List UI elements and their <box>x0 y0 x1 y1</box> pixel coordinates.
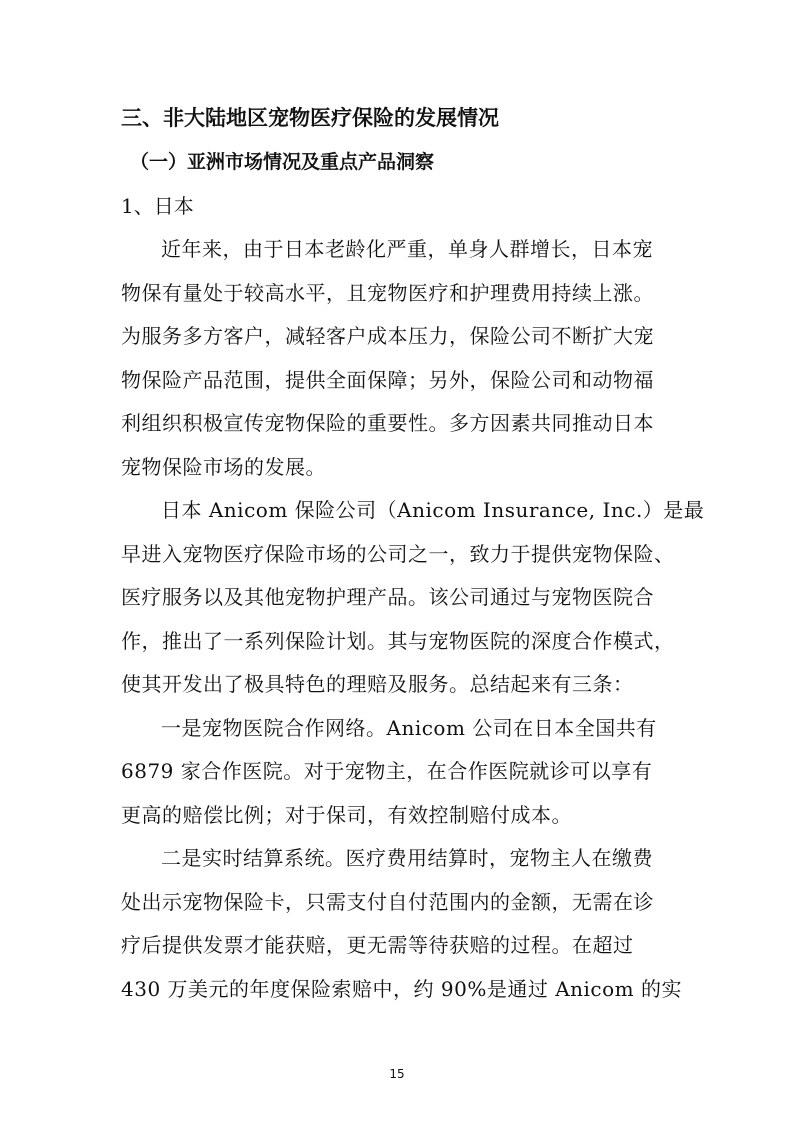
paragraph-2-line: 早进入宠物医疗保险市场的公司之一，致力于提供宠物保险、 <box>121 542 675 566</box>
paragraph-4-line: 二是实时结算系统。医疗费用结算时，宠物主人在缴费 <box>161 846 653 870</box>
paragraph-3-line: 更高的赔偿比例；对于保司，有效控制赔付成本。 <box>121 803 572 827</box>
paragraph-2-line: 作，推出了一系列保险计划。其与宠物医院的深度合作模式， <box>121 629 675 653</box>
paragraph-1-line: 物保有量处于较高水平，且宠物医疗和护理费用持续上涨。 <box>121 281 654 305</box>
paragraph-1-line: 利组织积极宣传宠物保险的重要性。多方因素共同推动日本 <box>121 411 654 435</box>
paragraph-2-line: 医疗服务以及其他宠物护理产品。该公司通过与宠物医院合 <box>121 585 654 609</box>
paragraph-4-line: 430 万美元的年度保险索赔中，约 90%是通过 Anicom 的实 <box>121 977 682 1001</box>
paragraph-4-line: 疗后提供发票才能获赔，更无需等待获赔的过程。在超过 <box>121 933 634 957</box>
paragraph-3-line: 6879 家合作医院。对于宠物主，在合作医院就诊可以享有 <box>121 759 653 783</box>
paragraph-1-line: 近年来，由于日本老龄化严重，单身人群增长，日本宠 <box>161 237 653 261</box>
paragraph-1-line: 为服务多方客户，减轻客户成本压力，保险公司不断扩大宠 <box>121 324 654 348</box>
section-heading: 三、非大陆地区宠物医疗保险的发展情况 <box>121 106 499 130</box>
paragraph-4-line: 处出示宠物保险卡，只需支付自付范围内的金额，无需在诊 <box>121 890 654 914</box>
item-heading: 1、日本 <box>121 194 194 218</box>
subsection-heading: （一）亚洲市场情况及重点产品洞察 <box>130 151 435 173</box>
paragraph-2-line: 日本 Anicom 保险公司（Anicom Insurance, Inc.）是最 <box>161 498 705 522</box>
paragraph-2-line: 使其开发出了极具特色的理赔及服务。总结起来有三条： <box>121 672 634 696</box>
page-number: 15 <box>389 1067 405 1081</box>
paragraph-1-line: 宠物保险市场的发展。 <box>121 455 326 479</box>
paragraph-3-line: 一是宠物医院合作网络。Anicom 公司在日本全国共有 <box>161 716 657 740</box>
paragraph-1-line: 物保险产品范围，提供全面保障；另外，保险公司和动物福 <box>121 368 654 392</box>
